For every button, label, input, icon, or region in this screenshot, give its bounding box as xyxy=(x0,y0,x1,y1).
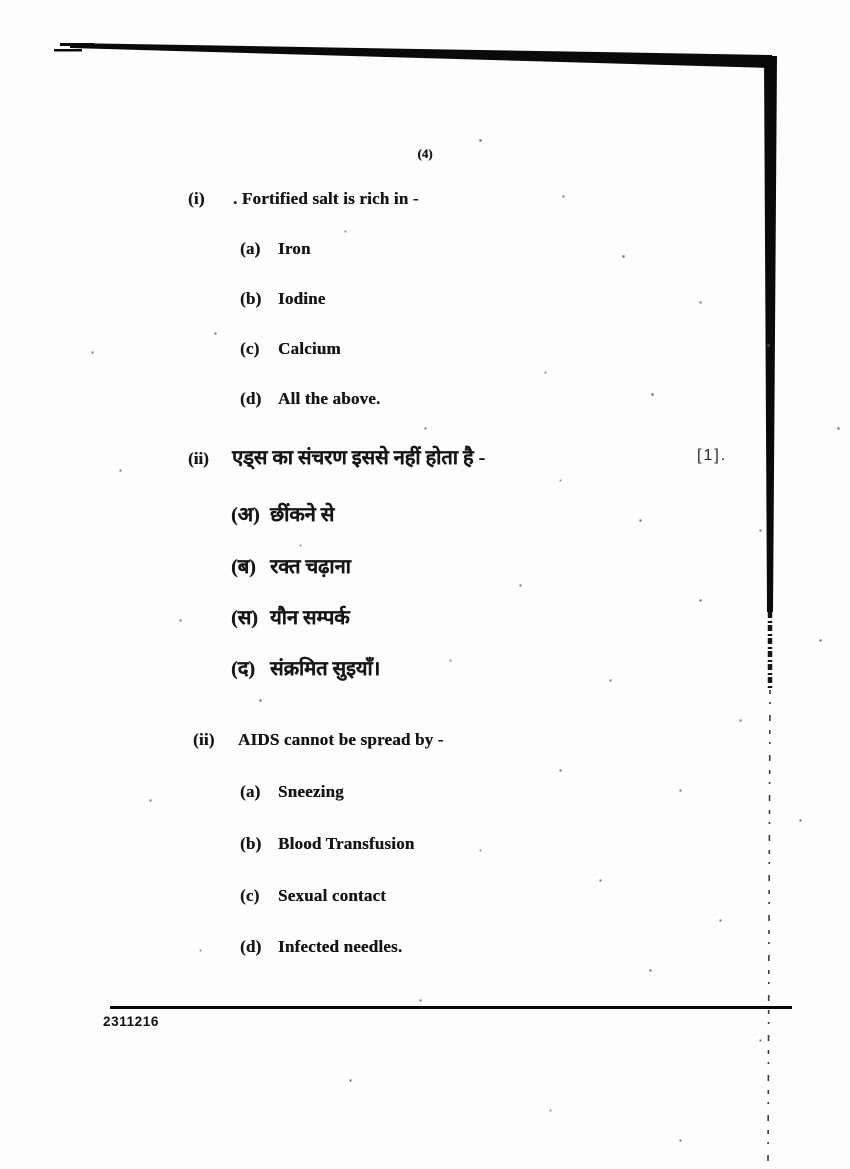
option-label: (b) xyxy=(240,289,262,308)
question-2-option-a xyxy=(231,500,334,527)
page-number: (4) xyxy=(417,146,433,161)
question-3 xyxy=(193,730,444,750)
question-3-option-d xyxy=(240,937,402,957)
option-label: (a) xyxy=(240,782,261,801)
option-text: Iodine xyxy=(278,289,326,308)
option-label: (a) xyxy=(240,239,261,258)
footer-rule xyxy=(110,1006,792,1009)
option-text: All the above. xyxy=(278,389,381,408)
question-1-option-b xyxy=(240,289,326,309)
option-label: (d) xyxy=(240,937,262,956)
option-text: Sneezing xyxy=(278,782,344,801)
question-3-option-c xyxy=(240,886,386,906)
question-2-text: एड्स का संचरण इससे नहीं होता है - xyxy=(232,447,486,469)
question-2-option-d xyxy=(231,654,380,681)
option-text: Blood Transfusion xyxy=(278,834,415,853)
option-label: (स) xyxy=(231,607,258,629)
question-1-option-c xyxy=(240,339,341,359)
scan-top-line xyxy=(70,43,772,68)
question-3-option-b xyxy=(240,834,414,854)
question-3-text: AIDS cannot be spread by - xyxy=(238,730,444,749)
scan-dash-mark xyxy=(54,49,82,52)
scan-right-bar xyxy=(764,56,777,612)
paper-code: 2311216 xyxy=(103,1014,160,1029)
option-text: यौन सम्पर्क xyxy=(270,607,350,629)
option-text: Iron xyxy=(278,239,311,258)
scan-right-bar-faint xyxy=(768,690,770,1165)
option-text: संक्रमित सुइयाँ। xyxy=(270,658,381,680)
option-label: (c) xyxy=(240,886,260,905)
option-label: (अ) xyxy=(231,504,260,526)
question-3-option-a xyxy=(240,782,344,802)
question-2-option-b xyxy=(231,552,351,579)
question-1-option-a xyxy=(240,239,311,259)
option-text: Calcium xyxy=(278,339,341,358)
option-label: (द) xyxy=(231,658,255,680)
marks-value: [1]. xyxy=(697,447,728,464)
question-2-option-c xyxy=(231,603,350,630)
option-label: (c) xyxy=(240,339,260,358)
scan-dash-mark xyxy=(60,43,94,46)
option-text: Sexual contact xyxy=(278,886,387,905)
option-label: (b) xyxy=(240,834,262,853)
option-label: (ब) xyxy=(231,556,256,578)
question-1-option-d xyxy=(240,389,380,409)
question-2-number: (ii) xyxy=(188,449,209,468)
question-1 xyxy=(188,189,419,209)
question-1-number: (i) xyxy=(188,189,205,208)
option-text: रक्त चढ़ाना xyxy=(270,556,351,578)
option-text: Infected needles. xyxy=(278,937,403,956)
option-text: छींकने से xyxy=(270,504,335,526)
question-1-text: . Fortified salt is rich in - xyxy=(233,189,419,208)
question-3-number: (ii) xyxy=(193,730,215,749)
option-label: (d) xyxy=(240,389,262,408)
question-2 xyxy=(188,443,485,470)
scan-noise xyxy=(0,0,1,1)
